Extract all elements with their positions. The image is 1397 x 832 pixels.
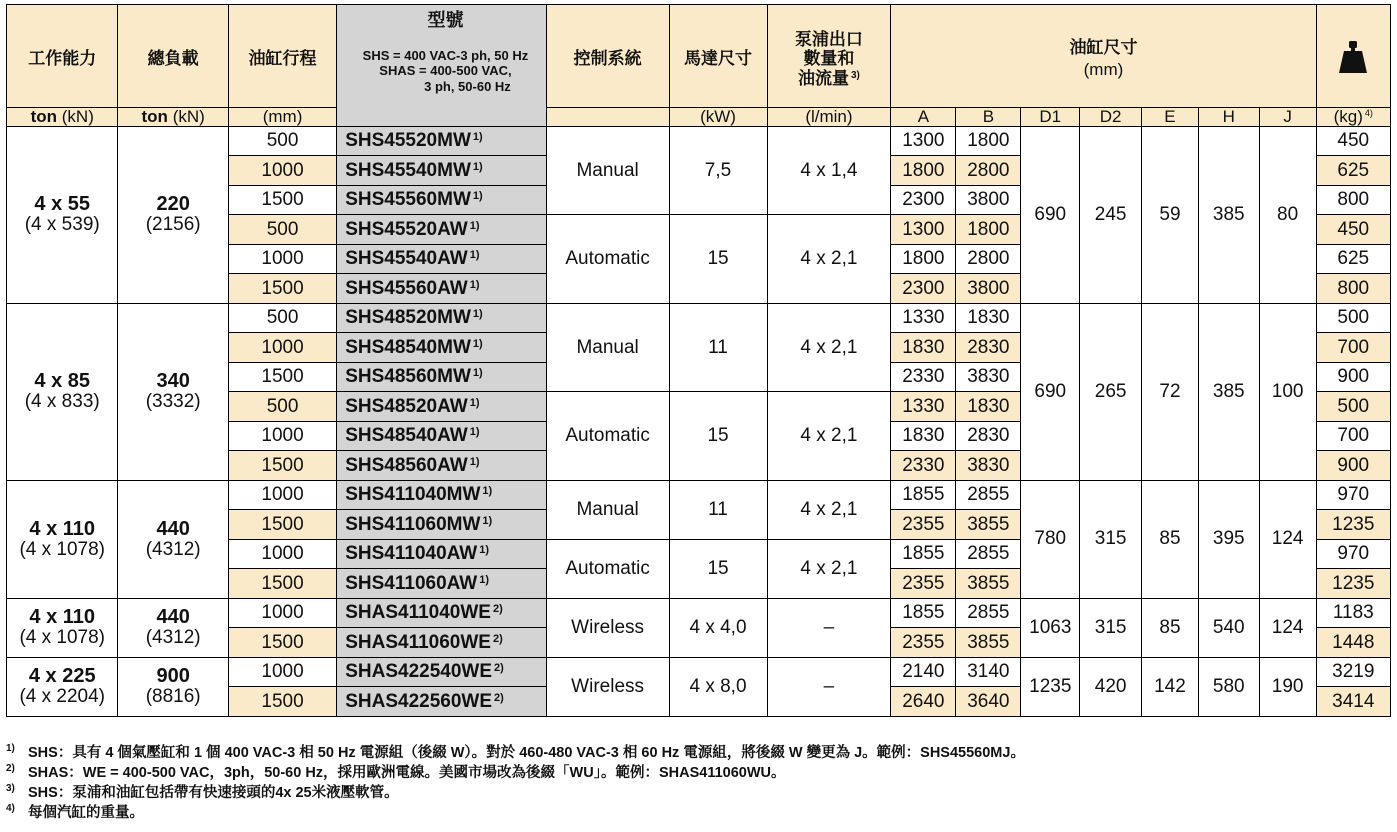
pump-cell: – [767, 598, 891, 657]
header-stroke: 油缸行程 [228, 5, 336, 108]
dim-b-cell: 2855 [956, 480, 1021, 510]
control-cell: Automatic [546, 539, 669, 598]
footnote-ref: 1) [479, 544, 490, 557]
capacity-cell [7, 598, 118, 657]
dim-a-cell: 2300 [891, 274, 956, 304]
footnote [6, 763, 1025, 783]
weight-cell: 450 [1316, 126, 1390, 156]
motor-cell: 15 [669, 539, 767, 598]
header-dims: 油缸尺寸 (mm) [891, 5, 1316, 108]
dim-b-cell: 3830 [956, 451, 1021, 481]
capacity-cell [7, 480, 118, 598]
dim-b-cell: 1800 [956, 126, 1021, 156]
stroke-cell: 1000 [228, 421, 336, 451]
model-number: SHS48520AW [345, 395, 468, 417]
model-number: SHS48540MW [345, 336, 471, 358]
pump-cell: 4 x 2,1 [767, 215, 891, 304]
table-row [7, 126, 1391, 156]
dim-j-cell: 124 [1259, 480, 1316, 598]
stroke-cell: 1500 [228, 510, 336, 540]
model-cell [337, 215, 546, 245]
model-cell [337, 333, 546, 363]
model-number: SHAS411040WE [345, 602, 491, 624]
capacity-ton: 4 x 55 [34, 193, 91, 216]
dim-a-cell: 1330 [891, 303, 956, 333]
dim-e-cell: 59 [1142, 126, 1199, 303]
footnote [6, 743, 1025, 763]
header-col-d1: D1 [1021, 108, 1080, 127]
header-control: 控制系統 [546, 5, 669, 108]
dim-a-cell: 1300 [891, 126, 956, 156]
capacity-cell [7, 657, 118, 716]
stroke-cell: 1500 [228, 451, 336, 481]
dim-a-cell: 2330 [891, 451, 956, 481]
model-number: SHS411040MW [345, 484, 481, 506]
pump-cell: 4 x 2,1 [767, 480, 891, 539]
header-col-a: A [891, 108, 956, 127]
total-load-ton: 900 [156, 665, 190, 688]
stroke-cell: 1500 [228, 362, 336, 392]
footnote-ref: 1) [469, 219, 480, 232]
dim-b-cell: 1830 [956, 303, 1021, 333]
dim-a-cell: 2355 [891, 628, 956, 658]
stroke-cell: 1500 [228, 569, 336, 599]
dim-a-cell: 1330 [891, 392, 956, 422]
dim-j-cell: 80 [1259, 126, 1316, 303]
model-number: SHS411060MW [345, 513, 481, 535]
model-number: SHS411040AW [345, 543, 478, 565]
model-cell [337, 156, 546, 186]
header-capacity-unit: ton (kN) [7, 108, 118, 127]
weight-cell: 970 [1316, 480, 1390, 510]
capacity-cell [7, 126, 118, 303]
capacity-kn: (4 x 2204) [19, 686, 105, 708]
model-number: SHAS411060WE [345, 631, 491, 653]
header-total-unit: ton (kN) [118, 108, 228, 127]
weight-cell: 500 [1316, 392, 1390, 422]
total-load-cell [118, 480, 228, 598]
weight-cell: 1183 [1316, 598, 1390, 628]
dim-a-cell: 1800 [891, 156, 956, 186]
pump-cell: 4 x 2,1 [767, 392, 891, 481]
model-number: SHS45520AW [345, 218, 468, 240]
header-stroke-unit: (mm) [228, 108, 336, 127]
model-number: SHS48560MW [345, 366, 471, 388]
footnote-ref: 1) [469, 396, 480, 409]
model-cell [337, 244, 546, 274]
dim-a-cell: 2640 [891, 687, 956, 717]
dim-b-cell: 3855 [956, 628, 1021, 658]
weight-cell: 900 [1316, 451, 1390, 481]
spec-table-wrapper [6, 4, 1392, 717]
footnote-ref: 1) [472, 308, 483, 321]
spec-table-body [7, 126, 1391, 716]
dim-b-cell: 3640 [956, 687, 1021, 717]
table-row [7, 598, 1391, 628]
footnote-ref: 1) [469, 455, 480, 468]
pump-cell: – [767, 657, 891, 716]
stroke-cell: 1000 [228, 480, 336, 510]
stroke-cell: 500 [228, 215, 336, 245]
model-number: SHS45560AW [345, 277, 468, 299]
dim-b-cell: 1800 [956, 215, 1021, 245]
dim-d2-cell: 315 [1080, 480, 1142, 598]
dim-a-cell: 1830 [891, 421, 956, 451]
dim-b-cell: 3830 [956, 362, 1021, 392]
footnote [6, 803, 1025, 823]
dim-d1-cell: 690 [1021, 303, 1080, 480]
dim-b-cell: 3855 [956, 569, 1021, 599]
model-cell [337, 451, 546, 481]
model-number: SHAS422540WE [345, 661, 493, 683]
header-col-j: J [1259, 108, 1316, 127]
weight-cell: 625 [1316, 156, 1390, 186]
dim-b-cell: 2855 [956, 539, 1021, 569]
header-total-load: 總負載 [118, 5, 228, 108]
header-pump-unit: (l/min) [767, 108, 891, 127]
footnote-text: 每個汽缸的重量。 [28, 805, 144, 821]
motor-cell: 4 x 8,0 [669, 657, 767, 716]
footnote-ref: 1) [479, 573, 490, 586]
model-number: SHS411060AW [345, 572, 478, 594]
stroke-cell: 500 [228, 303, 336, 333]
model-number: SHS48520MW [345, 307, 471, 329]
weight-cell: 625 [1316, 244, 1390, 274]
total-load-ton: 440 [156, 517, 190, 540]
dim-b-cell: 2830 [956, 421, 1021, 451]
motor-cell: 11 [669, 303, 767, 392]
table-row [7, 303, 1391, 333]
dim-a-cell: 2330 [891, 362, 956, 392]
dim-b-cell: 2830 [956, 333, 1021, 363]
capacity-kn: (4 x 1078) [19, 627, 105, 649]
stroke-cell: 1000 [228, 598, 336, 628]
stroke-cell: 500 [228, 392, 336, 422]
model-cell [337, 126, 546, 156]
footnote-ref: 1) [482, 514, 493, 527]
control-cell: Manual [546, 303, 669, 392]
footnote-ref: 1) [472, 131, 483, 144]
header-motor-unit: (kW) [669, 108, 767, 127]
dim-j-cell: 100 [1259, 303, 1316, 480]
dim-a-cell: 1855 [891, 539, 956, 569]
footnote-text: SHAS：WE = 400-500 VAC，3ph，50-60 Hz，採用歐洲電線。美國市場改為後綴「WU」。範例：SHAS411060WU。 [28, 765, 786, 781]
footnote-text: SHS：泵浦和油缸包括帶有快速接頭的4x 25米液壓軟管。 [28, 785, 399, 801]
footnote-ref: 2) [494, 691, 504, 704]
control-cell: Manual [546, 480, 669, 539]
total-load-kn: (8816) [145, 686, 201, 708]
footnote-ref: 1) [469, 278, 480, 291]
footnote-ref: 1) [469, 426, 480, 439]
dim-b-cell: 2800 [956, 156, 1021, 186]
model-number: SHAS422560WE [345, 690, 493, 712]
total-load-cell [118, 657, 228, 716]
footnote-ref: 1) [472, 160, 483, 173]
weight-cell: 970 [1316, 539, 1390, 569]
total-load-ton: 220 [156, 193, 190, 216]
header-col-h: H [1198, 108, 1259, 127]
model-cell [337, 480, 546, 510]
model-number: SHS45560MW [345, 189, 471, 211]
header-motor: 馬達尺寸 [669, 5, 767, 108]
footnote-ref: 1) [472, 337, 483, 350]
footnote-number: 1) [6, 743, 15, 754]
header-col-e: E [1142, 108, 1199, 127]
capacity-ton: 4 x 110 [29, 517, 96, 540]
dim-b-cell: 3800 [956, 274, 1021, 304]
stroke-cell: 1500 [228, 628, 336, 658]
stroke-cell: 1500 [228, 274, 336, 304]
weight-cell: 700 [1316, 333, 1390, 363]
stroke-cell: 1000 [228, 539, 336, 569]
footnote-ref: 2) [494, 662, 504, 675]
capacity-cell [7, 303, 118, 480]
table-row [7, 657, 1391, 687]
footnote-ref: 1) [472, 367, 483, 380]
footnote-text: SHS：具有 4 個氣壓缸和 1 個 400 VAC-3 相 50 Hz 電源組（後綴 W）。對於 460-480 VAC-3 相 60 Hz 電源組，將後綴 W 變更為 J。範例：SHS45560MJ。 [28, 745, 1025, 761]
model-cell [337, 598, 546, 628]
motor-cell: 7,5 [669, 126, 767, 215]
dim-d2-cell: 265 [1080, 303, 1142, 480]
header-weight-unit: (kg) $^{4)}$ [1316, 108, 1390, 127]
dim-d1-cell: 780 [1021, 480, 1080, 598]
stroke-cell: 1500 [228, 687, 336, 717]
stroke-cell: 500 [228, 126, 336, 156]
dim-b-cell: 1830 [956, 392, 1021, 422]
dim-h-cell: 385 [1198, 126, 1259, 303]
dim-e-cell: 142 [1142, 657, 1199, 716]
total-load-kn: (3332) [145, 391, 201, 413]
header-col-b: B [956, 108, 1021, 127]
stroke-cell: 1500 [228, 185, 336, 215]
weight-icon [1338, 40, 1368, 78]
footnote-ref: 1) [469, 249, 480, 262]
dim-d1-cell: 1235 [1021, 657, 1080, 716]
spec-table [6, 4, 1391, 717]
model-cell [337, 185, 546, 215]
total-load-cell [118, 126, 228, 303]
model-cell [337, 274, 546, 304]
total-load-kn: (4312) [145, 627, 201, 649]
dim-d1-cell: 690 [1021, 126, 1080, 303]
dim-b-cell: 3800 [956, 185, 1021, 215]
header-pump: 泵浦出口 數量和 油流量 $^{3)}$ [767, 5, 891, 108]
capacity-ton: 4 x 85 [34, 370, 91, 393]
capacity-kn: (4 x 539) [24, 214, 100, 236]
weight-cell: 800 [1316, 185, 1390, 215]
dim-b-cell: 3855 [956, 510, 1021, 540]
footnotes [6, 743, 1025, 823]
stroke-cell: 1000 [228, 333, 336, 363]
total-load-cell [118, 598, 228, 657]
total-load-kn: (2156) [145, 214, 201, 236]
header-weight [1316, 5, 1390, 108]
dim-a-cell: 2355 [891, 569, 956, 599]
dim-j-cell: 190 [1259, 657, 1316, 716]
dim-h-cell: 580 [1198, 657, 1259, 716]
motor-cell: 15 [669, 215, 767, 304]
model-cell [337, 362, 546, 392]
footnote-number: 4) [6, 803, 15, 814]
capacity-kn: (4 x 833) [24, 391, 100, 413]
dim-d2-cell: 245 [1080, 126, 1142, 303]
dim-a-cell: 2355 [891, 510, 956, 540]
model-cell [337, 421, 546, 451]
motor-cell: 11 [669, 480, 767, 539]
dim-a-cell: 1300 [891, 215, 956, 245]
weight-cell: 1235 [1316, 510, 1390, 540]
model-cell [337, 392, 546, 422]
header-col-d2: D2 [1080, 108, 1142, 127]
footnote-ref: 2) [492, 632, 503, 645]
weight-cell: 1235 [1316, 569, 1390, 599]
control-cell: Wireless [546, 598, 669, 657]
model-cell [337, 657, 546, 687]
model-number: SHS48540AW [345, 425, 468, 447]
dim-b-cell: 2800 [956, 244, 1021, 274]
weight-cell: 900 [1316, 362, 1390, 392]
header-control-unit [546, 108, 669, 127]
dim-d2-cell: 315 [1080, 598, 1142, 657]
dim-e-cell: 85 [1142, 480, 1199, 598]
weight-cell: 3414 [1316, 687, 1390, 717]
footnote-ref: 1) [472, 190, 483, 203]
total-load-kn: (4312) [145, 538, 201, 560]
model-cell [337, 628, 546, 658]
model-cell [337, 510, 546, 540]
weight-cell: 800 [1316, 274, 1390, 304]
control-cell: Wireless [546, 657, 669, 716]
total-load-ton: 340 [156, 370, 190, 393]
stroke-cell: 1000 [228, 657, 336, 687]
weight-cell: 3219 [1316, 657, 1390, 687]
motor-cell: 15 [669, 392, 767, 481]
dim-b-cell: 3140 [956, 657, 1021, 687]
model-cell [337, 303, 546, 333]
dim-a-cell: 1830 [891, 333, 956, 363]
dim-h-cell: 540 [1198, 598, 1259, 657]
table-row [7, 480, 1391, 510]
dim-a-cell: 1855 [891, 480, 956, 510]
footnote-ref: 1) [482, 485, 493, 498]
footnote-number: 2) [6, 763, 15, 774]
dim-d2-cell: 420 [1080, 657, 1142, 716]
capacity-kn: (4 x 1078) [19, 538, 105, 560]
weight-cell: 500 [1316, 303, 1390, 333]
stroke-cell: 1000 [228, 156, 336, 186]
dim-a-cell: 2300 [891, 185, 956, 215]
model-number: SHS45540AW [345, 248, 468, 270]
total-load-cell [118, 303, 228, 480]
dim-j-cell: 124 [1259, 598, 1316, 657]
model-cell [337, 569, 546, 599]
control-cell: Automatic [546, 392, 669, 481]
model-number: SHS45520MW [345, 130, 471, 152]
dim-a-cell: 2140 [891, 657, 956, 687]
weight-cell: 700 [1316, 421, 1390, 451]
dim-d1-cell: 1063 [1021, 598, 1080, 657]
model-number: SHS45540MW [345, 159, 471, 181]
weight-cell: 450 [1316, 215, 1390, 245]
capacity-ton: 4 x 110 [29, 606, 96, 629]
header-model: 型號 SHS = 400 VAC-3 ph, 50 Hz SHAS = 400-500 VAC, 3 ph, 50-60 Hz [337, 5, 546, 127]
stroke-cell: 1000 [228, 244, 336, 274]
footnote-number: 3) [6, 783, 15, 794]
footnote [6, 783, 1025, 803]
motor-cell: 4 x 4,0 [669, 598, 767, 657]
model-cell [337, 687, 546, 717]
control-cell: Manual [546, 126, 669, 215]
dim-a-cell: 1800 [891, 244, 956, 274]
control-cell: Automatic [546, 215, 669, 304]
model-number: SHS48560AW [345, 454, 468, 476]
pump-cell: 4 x 1,4 [767, 126, 891, 215]
dim-h-cell: 395 [1198, 480, 1259, 598]
pump-cell: 4 x 2,1 [767, 303, 891, 392]
weight-cell: 1448 [1316, 628, 1390, 658]
dim-e-cell: 72 [1142, 303, 1199, 480]
footnote-ref: 2) [492, 603, 503, 616]
dim-e-cell: 85 [1142, 598, 1199, 657]
pump-cell: 4 x 2,1 [767, 539, 891, 598]
dim-a-cell: 1855 [891, 598, 956, 628]
header-capacity: 工作能力 [7, 5, 118, 108]
model-cell [337, 539, 546, 569]
capacity-ton: 4 x 225 [28, 665, 96, 688]
dim-h-cell: 385 [1198, 303, 1259, 480]
dim-b-cell: 2855 [956, 598, 1021, 628]
total-load-ton: 440 [156, 606, 190, 629]
